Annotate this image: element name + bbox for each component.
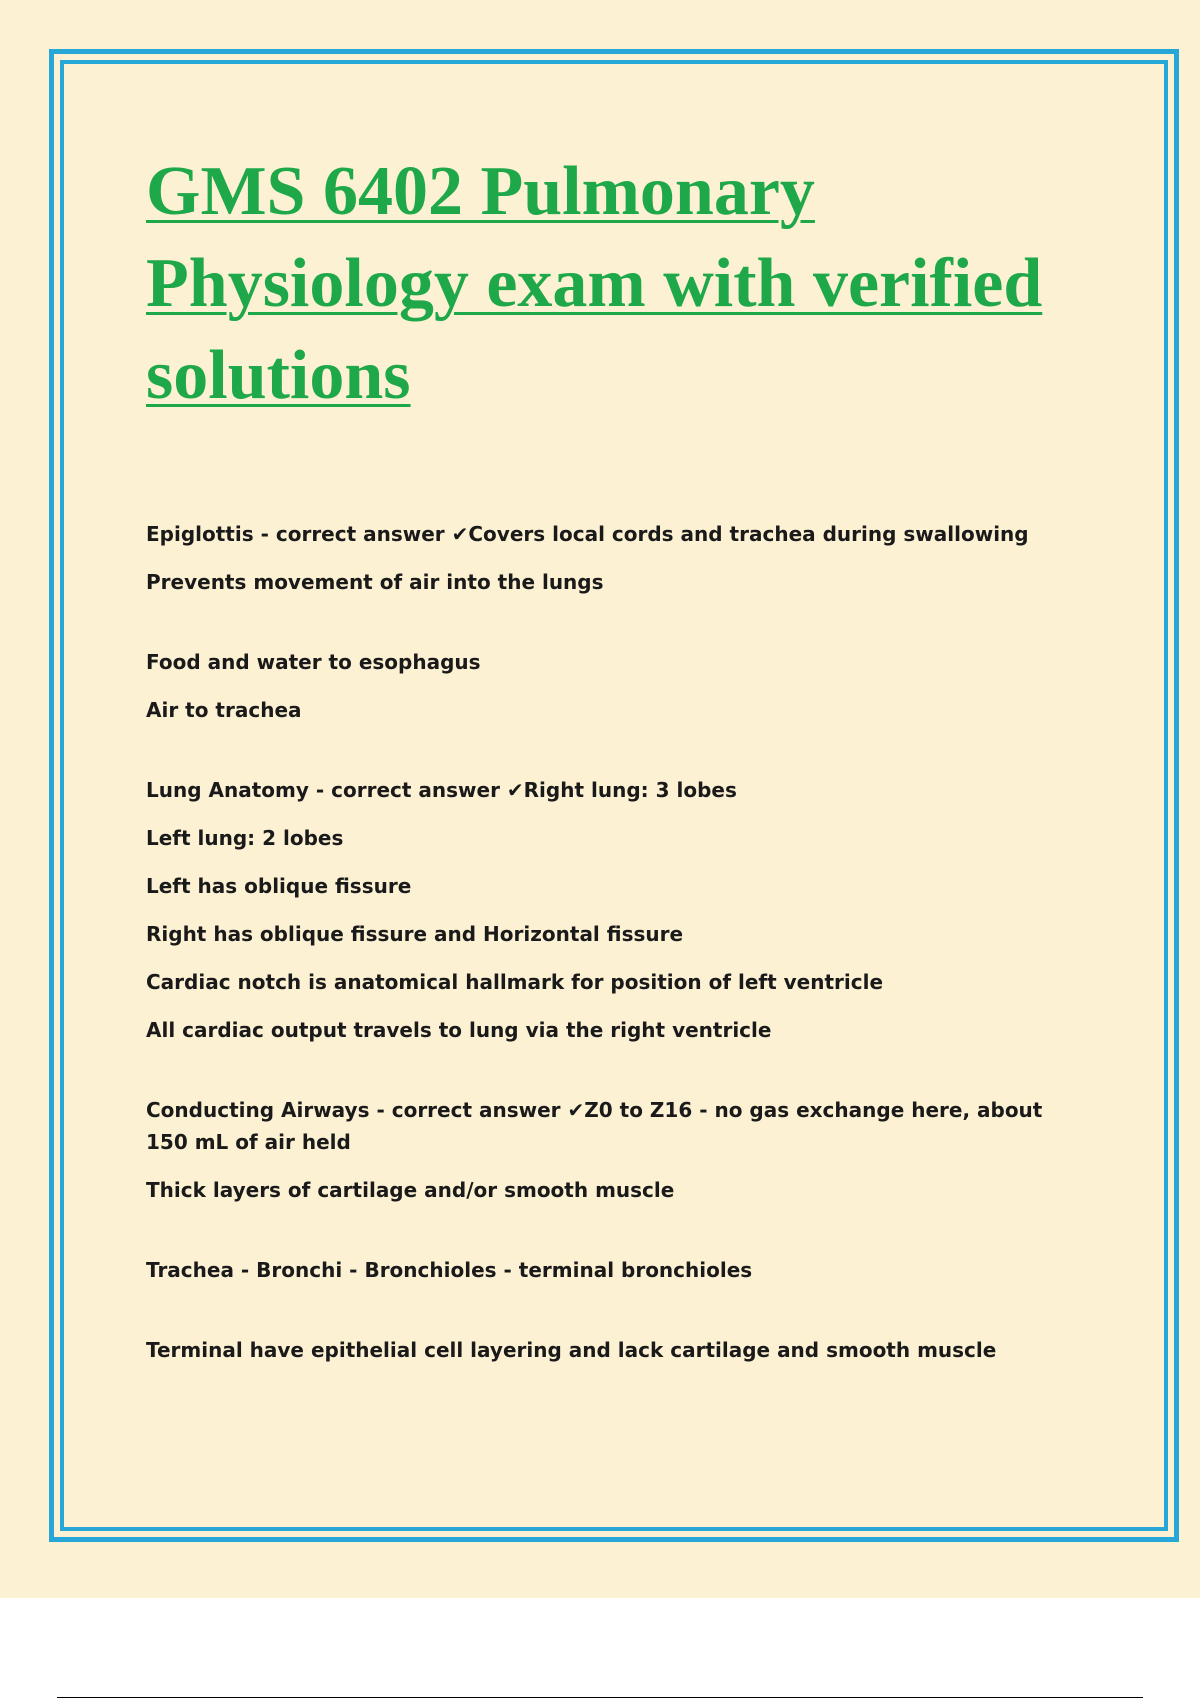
entry-lung-anatomy-answer: Lung Anatomy - correct answer ✔Right lung: 3 lobes <box>146 778 737 802</box>
body-line: Cardiac notch is anatomical hallmark for position of left ventricle <box>146 970 884 994</box>
footer-divider <box>57 1697 1143 1698</box>
body-line: Right has oblique fissure and Horizontal fissure <box>146 922 684 946</box>
blank-line <box>146 1062 1076 1094</box>
entry-conducting-airways-answer: Conducting Airways - correct answer ✔Z0 to Z16 - no gas exchange here, about 150 mL of air held <box>146 1098 1050 1154</box>
blank-line <box>146 1222 1076 1254</box>
body-line: Food and water to esophagus <box>146 650 481 674</box>
document-body <box>146 518 1076 1382</box>
blank-line <box>146 1302 1076 1334</box>
body-line: Prevents movement of air into the lungs <box>146 570 604 594</box>
body-line: Air to trachea <box>146 698 302 722</box>
body-line: All cardiac output travels to lung via the right ventricle <box>146 1018 772 1042</box>
body-line: Left lung: 2 lobes <box>146 826 344 850</box>
body-line: Terminal have epithelial cell layering and lack cartilage and smooth muscle <box>146 1338 997 1362</box>
blank-line <box>146 614 1076 646</box>
body-line: Left has oblique fissure <box>146 874 412 898</box>
body-line: Thick layers of cartilage and/or smooth muscle <box>146 1178 675 1202</box>
entry-epiglottis-answer: Epiglottis - correct answer ✔Covers local cords and trachea during swallowing <box>146 522 1029 546</box>
body-line: Trachea - Bronchi - Bronchioles - terminal bronchioles <box>146 1258 753 1282</box>
blank-line <box>146 742 1076 774</box>
document-title: GMS 6402 Pulmonary Physiology exam with verified solutions <box>146 153 1043 414</box>
